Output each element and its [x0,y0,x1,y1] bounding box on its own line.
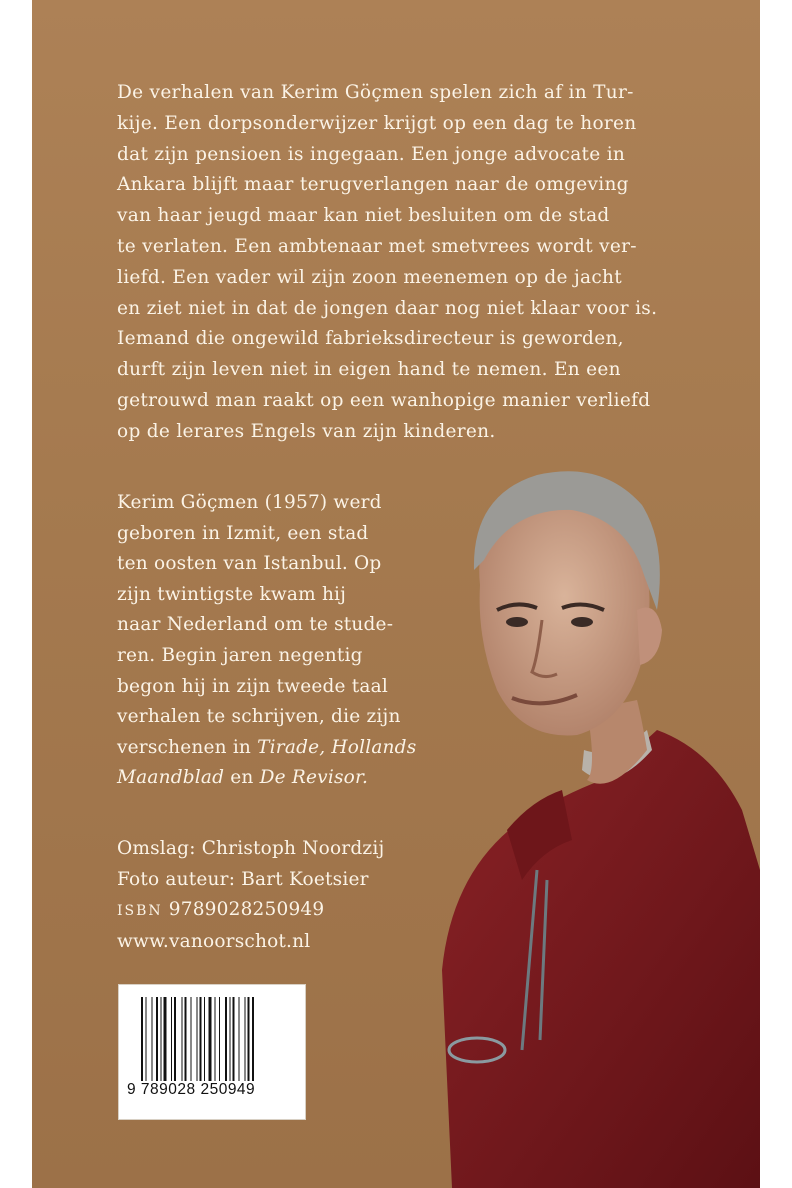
author-bio [117,488,447,794]
barcode-bar [204,997,205,1081]
bio-line [117,733,447,764]
barcode-bar [215,997,216,1081]
barcode-bar [156,997,158,1081]
blurb-line: op de lerares Engels van zijn kinderen. [117,420,496,442]
cover-credit: Omslag: Christoph Noordzij [117,838,385,859]
barcode-bar [174,997,176,1081]
blurb-line: en ziet niet in dat de jongen daar nog niet klaar voor is. [117,297,658,319]
barcode-bar [152,997,153,1081]
blurb-line: getrouwd man raakt op een wanhopige manier verliefd [117,389,651,411]
blurb-line: dat zijn pensioen is ingegaan. Een jonge advocate in [117,143,626,165]
barcode-bar [161,997,162,1081]
blurb-text [117,78,697,448]
barcode [118,984,306,1120]
bio-line: geboren in Izmit, een stad [117,522,369,544]
magazine-title: De Revisor. [259,767,369,789]
barcode-bar [252,997,254,1081]
blurb-line: te verlaten. Een ambtenaar met smetvrees wordt ver- [117,235,637,257]
barcode-bar [233,997,235,1081]
blurb-line: Iemand die ongewild fabrieksdirecteur is geworden, [117,328,624,350]
barcode-digits: 9 789028 250949 [127,1081,256,1098]
blurb-line: Ankara blijft maar terugverlangen naar de omgeving [117,174,629,196]
book-back-cover [32,0,760,1188]
bio-line [117,763,447,794]
barcode-bar [182,997,183,1081]
author-photo [412,450,760,1188]
bio-text: verschenen in [117,736,258,758]
barcode-bar [245,997,246,1081]
bio-line: ren. Begin jaren negentig [117,644,363,666]
bio-line: begon hij in zijn tweede taal [117,675,388,697]
blurb-line: kije. Een dorpsonderwijzer krijgt op een dag te horen [117,112,637,134]
barcode-bar [200,997,202,1081]
barcode-bar [197,997,198,1081]
photo-credit: Foto auteur: Bart Koetsier [117,868,369,890]
isbn-line [117,895,384,927]
blurb-line: durft zijn leven niet in eigen hand te nemen. En een [117,359,621,381]
barcode-bar [185,997,187,1081]
bio-line: zijn twintigste kwam hij [117,583,347,605]
blurb-line: van haar jeugd maar kan niet besluiten om de stad [117,205,610,227]
credits [117,834,384,957]
barcode-bar [225,997,227,1081]
barcode-bar [209,997,212,1081]
barcode-bar [141,997,143,1081]
bio-line: verhalen te schrijven, die zijn [117,706,401,728]
isbn-label: ISBN [117,903,163,920]
barcode-bar [191,997,192,1081]
publisher-website[interactable]: www.vanoorschot.nl [117,930,311,952]
barcode-bar [219,997,220,1081]
magazine-title: Tirade, Hollands [257,736,417,758]
barcode-bar [239,997,240,1081]
isbn-number: 9789028250949 [162,899,325,921]
bio-line: ten oosten van Istanbul. Op [117,553,382,575]
barcode-bar [164,997,167,1081]
magazine-title: Maandblad [117,767,225,789]
bio-line: naar Nederland om te stude- [117,614,394,636]
barcode-bar [146,997,147,1081]
barcode-bar [171,997,172,1081]
barcode-bar [230,997,231,1081]
blurb-line: liefd. Een vader wil zijn zoon meenemen op de jacht [117,266,622,288]
barcode-bars [141,997,283,1081]
blurb-line: De verhalen van Kerim Göçmen spelen zich af in Tur- [117,82,634,103]
bio-line: Kerim Göçmen (1957) werd [117,492,382,513]
bio-text: en [224,767,260,789]
barcode-bar [248,997,250,1081]
